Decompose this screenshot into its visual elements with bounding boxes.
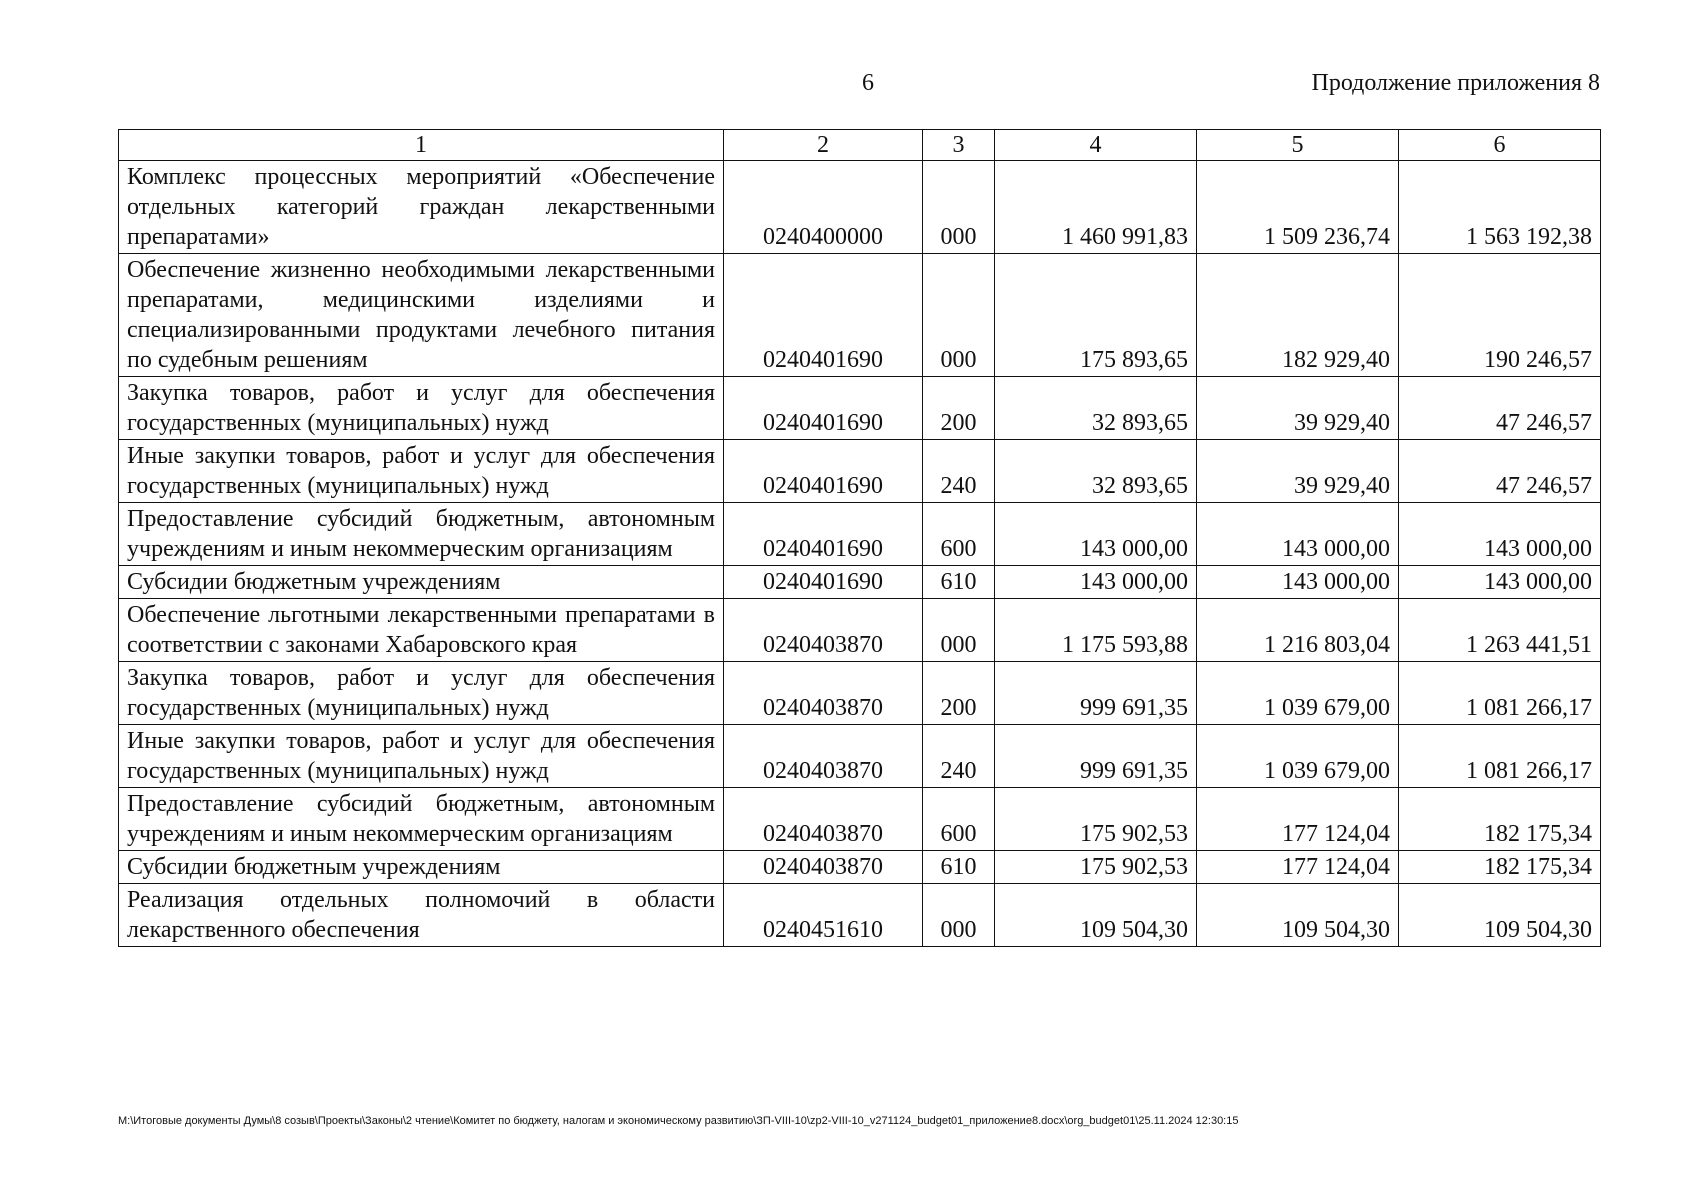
table-row xyxy=(119,377,1601,440)
expense-type-code: 000 xyxy=(923,599,995,662)
amount-year-3: 47 246,57 xyxy=(1399,440,1601,503)
amount-year-2: 143 000,00 xyxy=(1197,566,1399,599)
expense-type-code: 610 xyxy=(923,566,995,599)
row-description: Предоставление субсидий бюджетным, автономным учреждениям и иным некоммерческим организациям xyxy=(119,503,724,566)
amount-year-3: 1 081 266,17 xyxy=(1399,725,1601,788)
amount-year-3: 1 081 266,17 xyxy=(1399,662,1601,725)
amount-year-1: 1 460 991,83 xyxy=(995,161,1197,254)
column-header: 3 xyxy=(923,130,995,161)
amount-year-1: 999 691,35 xyxy=(995,725,1197,788)
amount-year-3: 182 175,34 xyxy=(1399,851,1601,884)
document-path-footer: M:\Итоговые документы Думы\8 созыв\Проекты\Законы\2 чтение\Комитет по бюджету, налогам и экономическому развитию\ЗП-VIII-10\zp2-VIII-10_v271124_budget01_приложение8.docx\org_budget01\25.11.2024 12:30:15 xyxy=(118,1115,1239,1127)
table-row xyxy=(119,440,1601,503)
row-description: Иные закупки товаров, работ и услуг для обеспечения государственных (муниципальных) нужд xyxy=(119,725,724,788)
target-article-code: 0240451610 xyxy=(724,884,923,947)
amount-year-3: 143 000,00 xyxy=(1399,566,1601,599)
table-row xyxy=(119,566,1601,599)
amount-year-1: 999 691,35 xyxy=(995,662,1197,725)
column-header: 2 xyxy=(724,130,923,161)
target-article-code: 0240401690 xyxy=(724,503,923,566)
target-article-code: 0240401690 xyxy=(724,566,923,599)
amount-year-2: 1 509 236,74 xyxy=(1197,161,1399,254)
row-description: Закупка товаров, работ и услуг для обеспечения государственных (муниципальных) нужд xyxy=(119,377,724,440)
amount-year-1: 1 175 593,88 xyxy=(995,599,1197,662)
expense-type-code: 600 xyxy=(923,788,995,851)
row-description: Обеспечение льготными лекарственными препаратами в соответствии с законами Хабаровского края xyxy=(119,599,724,662)
table-row xyxy=(119,254,1601,377)
amount-year-3: 143 000,00 xyxy=(1399,503,1601,566)
page-number: 6 xyxy=(862,70,874,96)
expense-type-code: 000 xyxy=(923,254,995,377)
header-row xyxy=(119,130,1601,161)
amount-year-3: 109 504,30 xyxy=(1399,884,1601,947)
expense-type-code: 200 xyxy=(923,377,995,440)
appendix-title: Продолжение приложения 8 xyxy=(1311,70,1600,96)
table-row xyxy=(119,851,1601,884)
table-row xyxy=(119,599,1601,662)
expense-type-code: 000 xyxy=(923,884,995,947)
column-header: 1 xyxy=(119,130,724,161)
amount-year-2: 143 000,00 xyxy=(1197,503,1399,566)
amount-year-1: 175 902,53 xyxy=(995,851,1197,884)
row-description: Реализация отдельных полномочий в области лекарственного обеспечения xyxy=(119,884,724,947)
amount-year-3: 190 246,57 xyxy=(1399,254,1601,377)
table-row xyxy=(119,884,1601,947)
table-row xyxy=(119,161,1601,254)
target-article-code: 0240403870 xyxy=(724,599,923,662)
amount-year-1: 175 893,65 xyxy=(995,254,1197,377)
amount-year-3: 47 246,57 xyxy=(1399,377,1601,440)
amount-year-1: 175 902,53 xyxy=(995,788,1197,851)
target-article-code: 0240401690 xyxy=(724,254,923,377)
amount-year-1: 143 000,00 xyxy=(995,566,1197,599)
table-row xyxy=(119,788,1601,851)
target-article-code: 0240403870 xyxy=(724,725,923,788)
row-description: Предоставление субсидий бюджетным, автономным учреждениям и иным некоммерческим организациям xyxy=(119,788,724,851)
target-article-code: 0240401690 xyxy=(724,440,923,503)
amount-year-2: 1 039 679,00 xyxy=(1197,662,1399,725)
amount-year-1: 143 000,00 xyxy=(995,503,1197,566)
target-article-code: 0240403870 xyxy=(724,788,923,851)
amount-year-3: 182 175,34 xyxy=(1399,788,1601,851)
amount-year-2: 39 929,40 xyxy=(1197,440,1399,503)
row-description: Обеспечение жизненно необходимыми лекарственными препаратами, медицинскими изделиями и специализированными продуктами лечебного питания по судебным решениям xyxy=(119,254,724,377)
expense-type-code: 000 xyxy=(923,161,995,254)
amount-year-1: 109 504,30 xyxy=(995,884,1197,947)
amount-year-2: 1 039 679,00 xyxy=(1197,725,1399,788)
target-article-code: 0240401690 xyxy=(724,377,923,440)
amount-year-2: 1 216 803,04 xyxy=(1197,599,1399,662)
expense-type-code: 240 xyxy=(923,440,995,503)
amount-year-3: 1 263 441,51 xyxy=(1399,599,1601,662)
table-row xyxy=(119,662,1601,725)
expense-type-code: 610 xyxy=(923,851,995,884)
amount-year-1: 32 893,65 xyxy=(995,440,1197,503)
target-article-code: 0240403870 xyxy=(724,662,923,725)
column-header: 6 xyxy=(1399,130,1601,161)
expense-type-code: 200 xyxy=(923,662,995,725)
row-description: Комплекс процессных мероприятий «Обеспечение отдельных категорий граждан лекарственными препаратами» xyxy=(119,161,724,254)
expense-type-code: 240 xyxy=(923,725,995,788)
amount-year-2: 182 929,40 xyxy=(1197,254,1399,377)
amount-year-2: 177 124,04 xyxy=(1197,851,1399,884)
table-row xyxy=(119,725,1601,788)
row-description: Субсидии бюджетным учреждениям xyxy=(119,566,724,599)
column-header: 4 xyxy=(995,130,1197,161)
budget-table xyxy=(118,129,1601,947)
table-row xyxy=(119,503,1601,566)
amount-year-2: 177 124,04 xyxy=(1197,788,1399,851)
amount-year-2: 109 504,30 xyxy=(1197,884,1399,947)
amount-year-1: 32 893,65 xyxy=(995,377,1197,440)
row-description: Закупка товаров, работ и услуг для обеспечения государственных (муниципальных) нужд xyxy=(119,662,724,725)
amount-year-3: 1 563 192,38 xyxy=(1399,161,1601,254)
target-article-code: 0240400000 xyxy=(724,161,923,254)
target-article-code: 0240403870 xyxy=(724,851,923,884)
row-description: Иные закупки товаров, работ и услуг для обеспечения государственных (муниципальных) нужд xyxy=(119,440,724,503)
row-description: Субсидии бюджетным учреждениям xyxy=(119,851,724,884)
column-header: 5 xyxy=(1197,130,1399,161)
expense-type-code: 600 xyxy=(923,503,995,566)
amount-year-2: 39 929,40 xyxy=(1197,377,1399,440)
